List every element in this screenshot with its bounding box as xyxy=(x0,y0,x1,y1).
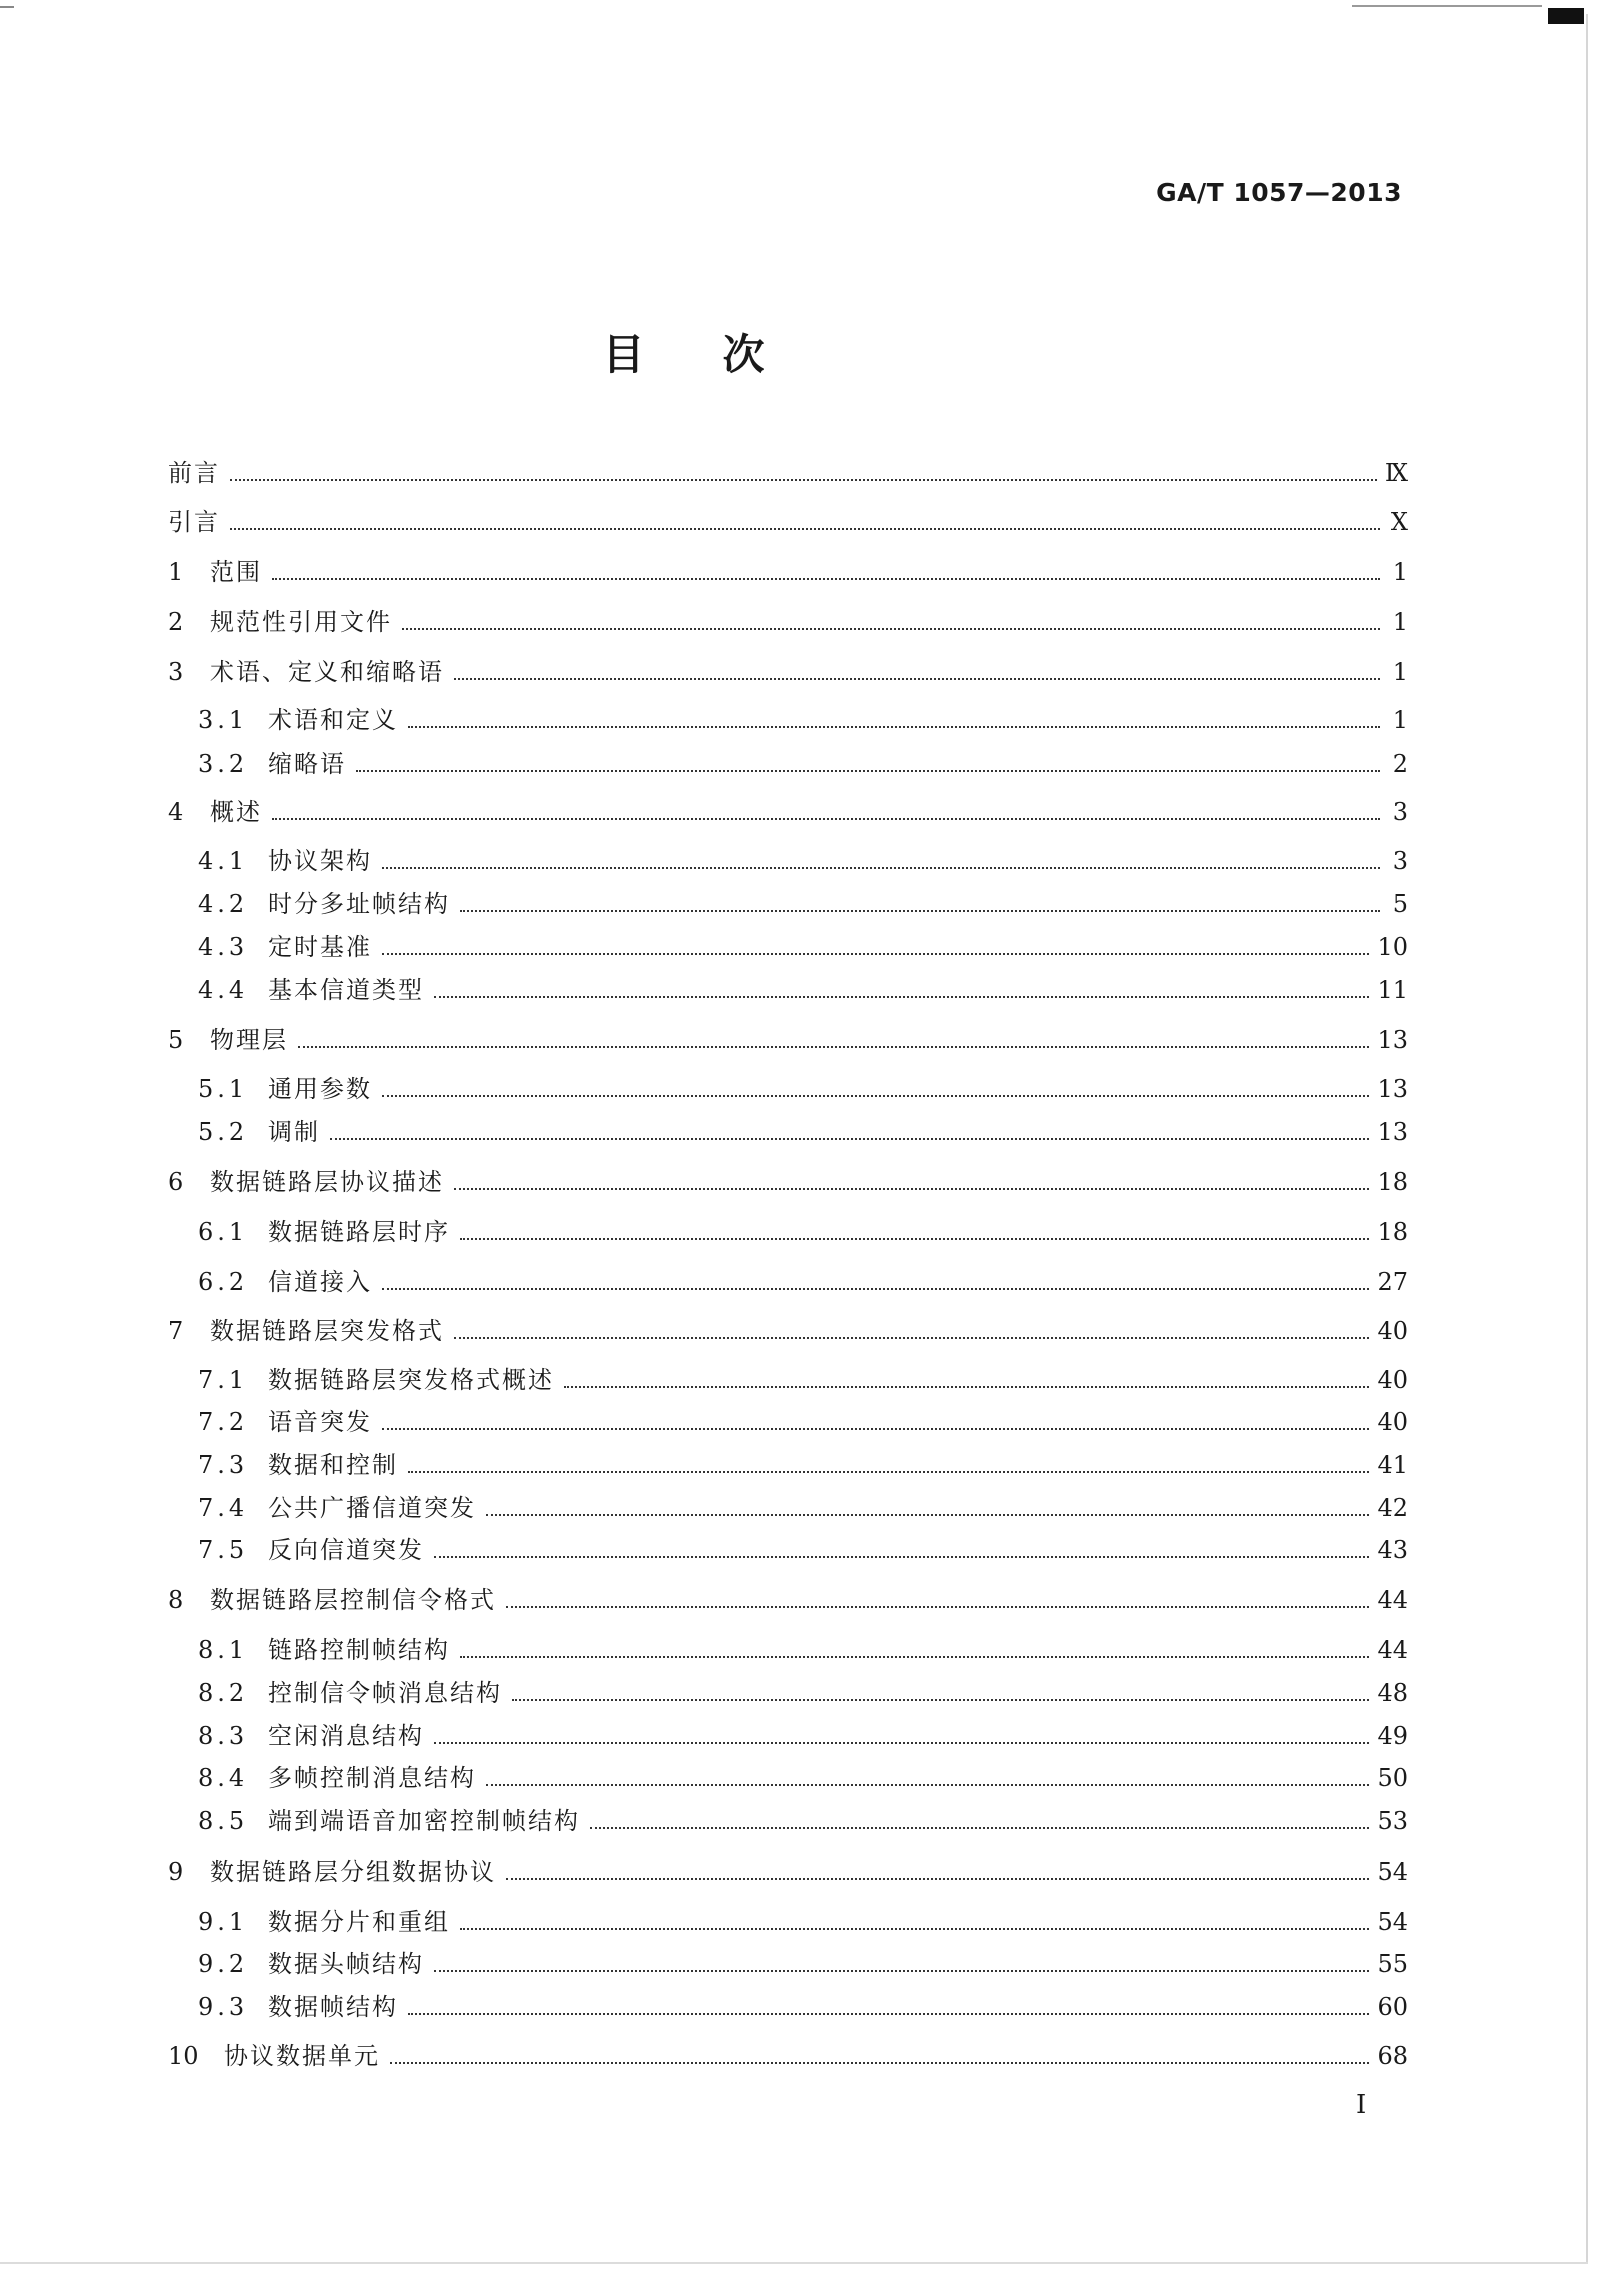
toc-dot-leader xyxy=(512,1698,1369,1701)
toc-dot-leader xyxy=(460,909,1380,912)
toc-entry-title: 时分多址帧结构 xyxy=(268,890,450,918)
toc-entry-page: 11 xyxy=(1377,976,1408,1004)
toc-entry-number: 3.2 xyxy=(198,750,249,778)
toc-entry-number: 7.2 xyxy=(198,1408,249,1436)
toc-entry-number: 6.2 xyxy=(198,1268,249,1296)
toc-dot-leader xyxy=(454,677,1380,680)
toc-entry-title: 术语、定义和缩略语 xyxy=(210,658,444,686)
toc-entry-page: 1 xyxy=(1392,608,1408,636)
toc-entry[interactable] xyxy=(198,1445,1408,1480)
toc-entry-page: 49 xyxy=(1377,1722,1408,1750)
toc-entry-number: 4.2 xyxy=(198,890,249,918)
toc-entry-number: 6.1 xyxy=(198,1218,249,1246)
toc-dot-leader xyxy=(382,952,1369,955)
toc-dot-leader xyxy=(402,627,1380,630)
toc-entry-page: 44 xyxy=(1377,1586,1408,1614)
toc-entry-page: 55 xyxy=(1377,1950,1408,1978)
toc-entry[interactable] xyxy=(198,970,1408,1005)
toc-entry[interactable] xyxy=(198,1630,1408,1665)
toc-dot-leader xyxy=(272,817,1380,820)
toc-entry-title: 前言 xyxy=(168,459,220,487)
toc-dot-leader xyxy=(272,577,1380,580)
toc-dot-leader xyxy=(230,527,1380,530)
toc-entry[interactable] xyxy=(198,1944,1408,1979)
toc-entry[interactable] xyxy=(198,744,1408,779)
toc-entry-title: 数据链路层分组数据协议 xyxy=(210,1858,496,1886)
toc-entry-page: 54 xyxy=(1377,1908,1408,1936)
toc-entry-title: 空闲消息结构 xyxy=(268,1722,424,1750)
page-number: I xyxy=(1356,2090,1367,2120)
toc-entry-number: 4 xyxy=(168,798,184,826)
toc-entry-page: 3 xyxy=(1392,847,1408,875)
toc-entry-number: 1 xyxy=(168,558,184,586)
toc-entry[interactable] xyxy=(198,1801,1408,1836)
toc-entry-number: 7.3 xyxy=(198,1451,249,1479)
toc-entry[interactable] xyxy=(198,1402,1408,1437)
toc-entry-page: 27 xyxy=(1377,1268,1408,1296)
toc-entry[interactable] xyxy=(168,1852,1408,1887)
toc-entry-page: 60 xyxy=(1377,1993,1408,2021)
toc-entry-page: 40 xyxy=(1377,1317,1408,1345)
toc-entry-number: 6 xyxy=(168,1168,184,1196)
toc-entry-page: 68 xyxy=(1377,2042,1408,2070)
toc-dot-leader xyxy=(382,866,1380,869)
toc-entry-page: 44 xyxy=(1377,1636,1408,1664)
toc-entry-page: 48 xyxy=(1377,1679,1408,1707)
document-code: GA/T 1057—2013 xyxy=(1156,178,1402,207)
toc-entry-title: 公共广播信道突发 xyxy=(268,1494,476,1522)
toc-entry[interactable] xyxy=(168,552,1408,587)
toc-entry-title: 通用参数 xyxy=(268,1075,372,1103)
toc-entry[interactable] xyxy=(198,1902,1408,1937)
toc-entry-title: 规范性引用文件 xyxy=(210,608,392,636)
toc-entry[interactable] xyxy=(198,1112,1408,1147)
toc-entry-number: 9.3 xyxy=(198,1993,249,2021)
toc-entry-number: 5.2 xyxy=(198,1118,249,1146)
toc-dot-leader xyxy=(564,1385,1369,1388)
toc-entry-number: 9.1 xyxy=(198,1908,249,1936)
toc-entry-page: 1 xyxy=(1392,706,1408,734)
toc-entry[interactable] xyxy=(168,1020,1408,1055)
toc-dot-leader xyxy=(230,478,1377,481)
toc-entry-number: 10 xyxy=(168,2042,199,2070)
toc-entry-title: 概述 xyxy=(210,798,262,826)
toc-entry-page: 5 xyxy=(1392,890,1408,918)
toc-dot-leader xyxy=(486,1513,1369,1516)
toc-entry[interactable] xyxy=(198,1716,1408,1751)
toc-entry-title: 协议数据单元 xyxy=(224,2042,380,2070)
toc-dot-leader xyxy=(454,1336,1369,1339)
toc-entry-page: 13 xyxy=(1377,1026,1408,1054)
toc-entry-number: 7.1 xyxy=(198,1366,249,1394)
toc-entry[interactable] xyxy=(198,841,1408,876)
toc-entry-title: 控制信令帧消息结构 xyxy=(268,1679,502,1707)
toc-dot-leader xyxy=(434,1969,1369,1972)
toc-entry-page: 13 xyxy=(1377,1075,1408,1103)
toc-dot-leader xyxy=(382,1287,1369,1290)
toc-entry-page: 18 xyxy=(1377,1168,1408,1196)
toc-entry-title: 定时基准 xyxy=(268,933,372,961)
toc-entry-page: 41 xyxy=(1377,1451,1408,1479)
toc-dot-leader xyxy=(382,1094,1369,1097)
toc-entry[interactable] xyxy=(168,1311,1408,1346)
toc-entry[interactable] xyxy=(198,927,1408,962)
scan-mark-left xyxy=(0,6,14,8)
toc-dot-leader xyxy=(408,1470,1369,1473)
toc-entry-page: 18 xyxy=(1377,1218,1408,1246)
toc-entry[interactable] xyxy=(198,1212,1408,1247)
toc-dot-leader xyxy=(506,1605,1369,1608)
toc-entry-title: 协议架构 xyxy=(268,847,372,875)
toc-entry-number: 5 xyxy=(168,1026,184,1054)
toc-entry[interactable] xyxy=(168,1162,1408,1197)
toc-entry-page: Ⅹ xyxy=(1390,508,1408,536)
toc-entry[interactable] xyxy=(198,1673,1408,1708)
toc-entry[interactable] xyxy=(198,1987,1408,2022)
page-border-bottom xyxy=(0,2262,1588,2264)
toc-entry-title: 信道接入 xyxy=(268,1268,372,1296)
toc-entry-number: 8.2 xyxy=(198,1679,249,1707)
toc-dot-leader xyxy=(390,2061,1369,2064)
toc-dot-leader xyxy=(460,1655,1369,1658)
toc-entry-page: 50 xyxy=(1377,1764,1408,1792)
toc-dot-leader xyxy=(460,1237,1369,1240)
toc-entry-number: 8 xyxy=(168,1586,184,1614)
toc-entry[interactable] xyxy=(168,2036,1408,2071)
toc-entry-number: 4.4 xyxy=(198,976,249,1004)
toc-entry-page: 10 xyxy=(1377,933,1408,961)
toc-entry-page: 40 xyxy=(1377,1408,1408,1436)
toc-entry-title: 数据帧结构 xyxy=(268,1993,398,2021)
toc-entry[interactable] xyxy=(198,1360,1408,1395)
toc-entry-title: 数据链路层突发格式概述 xyxy=(268,1366,554,1394)
toc-entry-title: 物理层 xyxy=(210,1026,288,1054)
toc-entry-number: 7 xyxy=(168,1317,184,1345)
toc-entry[interactable] xyxy=(168,502,1408,537)
toc-entry[interactable] xyxy=(198,1758,1408,1793)
toc-dot-leader xyxy=(356,769,1380,772)
toc-entry-number: 9 xyxy=(168,1858,184,1886)
toc-entry-page: 43 xyxy=(1377,1536,1408,1564)
toc-entry-page: 53 xyxy=(1377,1807,1408,1835)
toc-entry-title: 调制 xyxy=(268,1118,320,1146)
toc-entry[interactable] xyxy=(198,1262,1408,1297)
toc-entry-number: 3.1 xyxy=(198,706,249,734)
toc-entry[interactable] xyxy=(198,1530,1408,1565)
toc-entry-title: 端到端语音加密控制帧结构 xyxy=(268,1807,580,1835)
toc-entry-page: 54 xyxy=(1377,1858,1408,1886)
page-border-right xyxy=(1586,14,1588,2264)
toc-entry[interactable] xyxy=(198,884,1408,919)
toc-entry-number: 4.3 xyxy=(198,933,249,961)
toc-entry-page: 2 xyxy=(1392,750,1408,778)
toc-dot-leader xyxy=(408,725,1380,728)
toc-entry-page: 3 xyxy=(1392,798,1408,826)
toc-entry-number: 3 xyxy=(168,658,184,686)
toc-dot-leader xyxy=(454,1187,1369,1190)
scan-mark-top xyxy=(1352,5,1542,7)
toc-entry-page: Ⅸ xyxy=(1384,459,1408,487)
toc-entry-number: 8.3 xyxy=(198,1722,249,1750)
toc-entry-title: 数据链路层时序 xyxy=(268,1218,450,1246)
toc-dot-leader xyxy=(460,1927,1369,1930)
toc-entry-title: 缩略语 xyxy=(268,750,346,778)
toc-dot-leader xyxy=(486,1783,1369,1786)
toc-entry-title: 数据链路层协议描述 xyxy=(210,1168,444,1196)
toc-entry[interactable] xyxy=(168,792,1408,827)
toc-entry-number: 5.1 xyxy=(198,1075,249,1103)
toc-dot-leader xyxy=(408,2012,1369,2015)
toc-entry-title: 链路控制帧结构 xyxy=(268,1636,450,1664)
toc-entry-page: 1 xyxy=(1392,558,1408,586)
toc-dot-leader xyxy=(382,1427,1369,1430)
toc-entry-page: 1 xyxy=(1392,658,1408,686)
toc-entry-title: 范围 xyxy=(210,558,262,586)
toc-dot-leader xyxy=(330,1137,1369,1140)
toc-entry-page: 42 xyxy=(1377,1494,1408,1522)
toc-entry-number: 2 xyxy=(168,608,184,636)
toc-entry-title: 引言 xyxy=(168,508,220,536)
toc-dot-leader xyxy=(434,995,1369,998)
toc-entry-title: 多帧控制消息结构 xyxy=(268,1764,476,1792)
toc-entry[interactable] xyxy=(198,1488,1408,1523)
toc-entry-title: 数据链路层控制信令格式 xyxy=(210,1586,496,1614)
scan-mark-block xyxy=(1548,8,1584,24)
toc-dot-leader xyxy=(434,1555,1369,1558)
toc-dot-leader xyxy=(434,1741,1369,1744)
toc-entry-number: 8.1 xyxy=(198,1636,249,1664)
toc-entry-title: 反向信道突发 xyxy=(268,1536,424,1564)
toc-dot-leader xyxy=(506,1877,1369,1880)
toc-entry-title: 数据分片和重组 xyxy=(268,1908,450,1936)
toc-entry-title: 术语和定义 xyxy=(268,706,398,734)
toc-entry[interactable] xyxy=(168,652,1408,687)
toc-entry-number: 9.2 xyxy=(198,1950,249,1978)
toc-entry-page: 13 xyxy=(1377,1118,1408,1146)
toc-entry-number: 7.5 xyxy=(198,1536,249,1564)
toc-entry[interactable] xyxy=(198,1069,1408,1104)
toc-entry[interactable] xyxy=(168,1580,1408,1615)
toc-entry[interactable] xyxy=(168,602,1408,637)
toc-entry-number: 8.4 xyxy=(198,1764,249,1792)
page-title: 目次 xyxy=(602,330,843,379)
toc-entry-number: 7.4 xyxy=(198,1494,249,1522)
toc-entry-title: 基本信道类型 xyxy=(268,976,424,1004)
toc-dot-leader xyxy=(590,1826,1369,1829)
toc-entry[interactable] xyxy=(198,700,1408,735)
toc-entry-title: 数据和控制 xyxy=(268,1451,398,1479)
toc-entry-number: 8.5 xyxy=(198,1807,249,1835)
toc-entry-number: 4.1 xyxy=(198,847,249,875)
toc-entry-title: 数据头帧结构 xyxy=(268,1950,424,1978)
toc-entry-page: 40 xyxy=(1377,1366,1408,1394)
toc-dot-leader xyxy=(298,1045,1369,1048)
toc-entry-title: 语音突发 xyxy=(268,1408,372,1436)
toc-entry[interactable] xyxy=(168,453,1408,488)
toc-entry-title: 数据链路层突发格式 xyxy=(210,1317,444,1345)
